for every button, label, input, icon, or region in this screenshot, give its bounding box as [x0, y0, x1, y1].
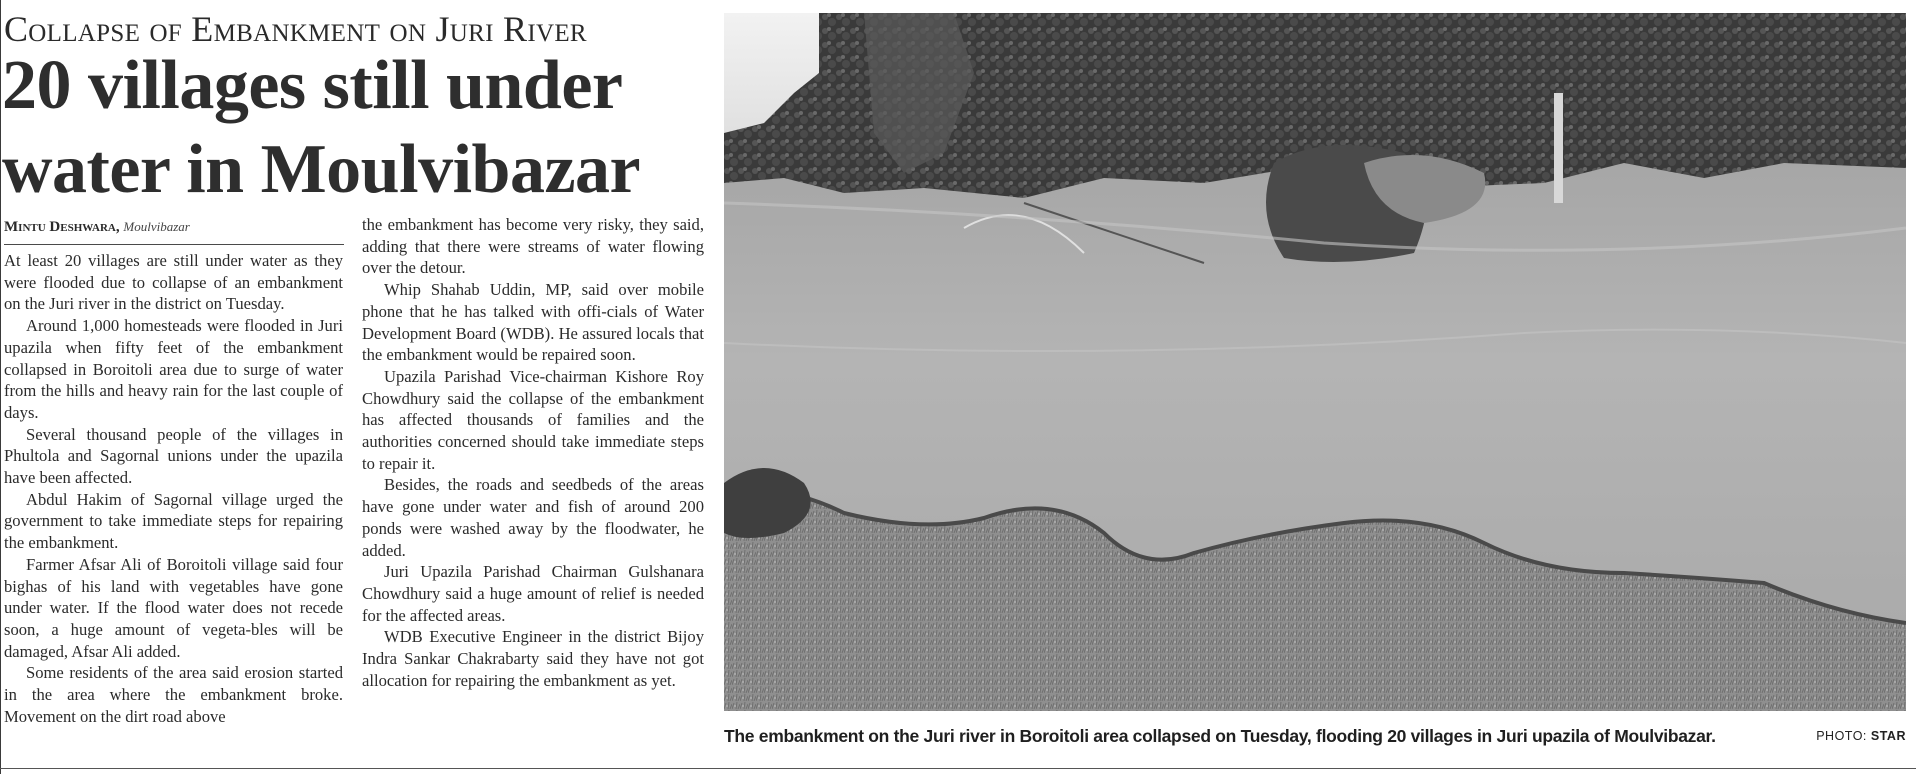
paragraph: Several thousand people of the villages in Phultola and Sagornal unions under the upazila have been affected. — [4, 424, 343, 488]
photo-credit-source: STAR — [1870, 729, 1906, 743]
photo-credit — [1800, 729, 1906, 743]
paragraph: the embankment has become very risky, they said, adding that there were streams of water flowing over the detour. — [362, 215, 704, 278]
paragraph: At least 20 villages are still under water as they were flooded due to collapse of an embankment on the Juri river in the district on Tuesday. — [4, 251, 343, 314]
article-kicker: Collapse of Embankment on Juri River — [4, 9, 587, 49]
paragraph: Juri Upazila Parishad Chairman Gulshanara Chowdhury said a huge amount of relief is needed for the affected areas. — [362, 562, 704, 625]
byline — [4, 218, 344, 236]
paragraph: Around 1,000 homesteads were flooded in Juri upazila when fifty feet of the embankment collapsed in Boroitoli area due to surge of water from the hills and heavy rain for the last couple of days. — [4, 316, 343, 422]
byline-divider — [4, 244, 344, 245]
paragraph: Some residents of the area said erosion started in the area where the embankment broke. Movement on the dirt road above — [4, 663, 343, 726]
byline-place: Moulvibazar — [123, 219, 190, 234]
flood-photo-illustration — [724, 13, 1906, 711]
byline-author: Mintu Deshwara, — [4, 219, 120, 235]
photo-caption: The embankment on the Juri river in Boroitoli area collapsed on Tuesday, flooding 20 villages in Juri upazila of Moulvibazar. — [724, 726, 1716, 746]
article-column-1 — [4, 250, 343, 727]
article-headline: 20 villages still under water in Moulvibazar — [2, 47, 641, 208]
paragraph: Upazila Parishad Vice-chairman Kishore Roy Chowdhury said the collapse of the embankment has affected thousands of families and the authorities concerned should take immediate steps to repair it. — [362, 366, 704, 473]
paragraph: Farmer Afsar Ali of Boroitoli village said four bighas of his land with vegetables have gone under water. If the flood water does not recede soon, a huge amount of vegeta-bles will be damaged, Afsar Ali added. — [4, 554, 343, 661]
paragraph: Whip Shahab Uddin, MP, said over mobile phone that he has talked with offi-cials of Water Development Board (WDB). He assured locals that the embankment would be repaired soon. — [362, 280, 704, 365]
paragraph: WDB Executive Engineer in the district Bijoy Indra Sankar Chakrabarty said they have not got allocation for repairing the embankment as yet. — [362, 627, 704, 690]
paragraph: Abdul Hakim of Sagornal village urged the government to take immediate steps for repairing the embankment. — [4, 489, 343, 553]
photo-credit-label: PHOTO: — [1816, 729, 1867, 743]
page-bottom-rule — [0, 768, 1916, 769]
left-column-rule — [0, 0, 1, 774]
paragraph: Besides, the roads and seedbeds of the areas have gone under water and fish of around 200 ponds were washed away by the floodwater, he added. — [362, 475, 704, 560]
flood-photo — [724, 13, 1906, 711]
article-column-2 — [362, 214, 704, 691]
